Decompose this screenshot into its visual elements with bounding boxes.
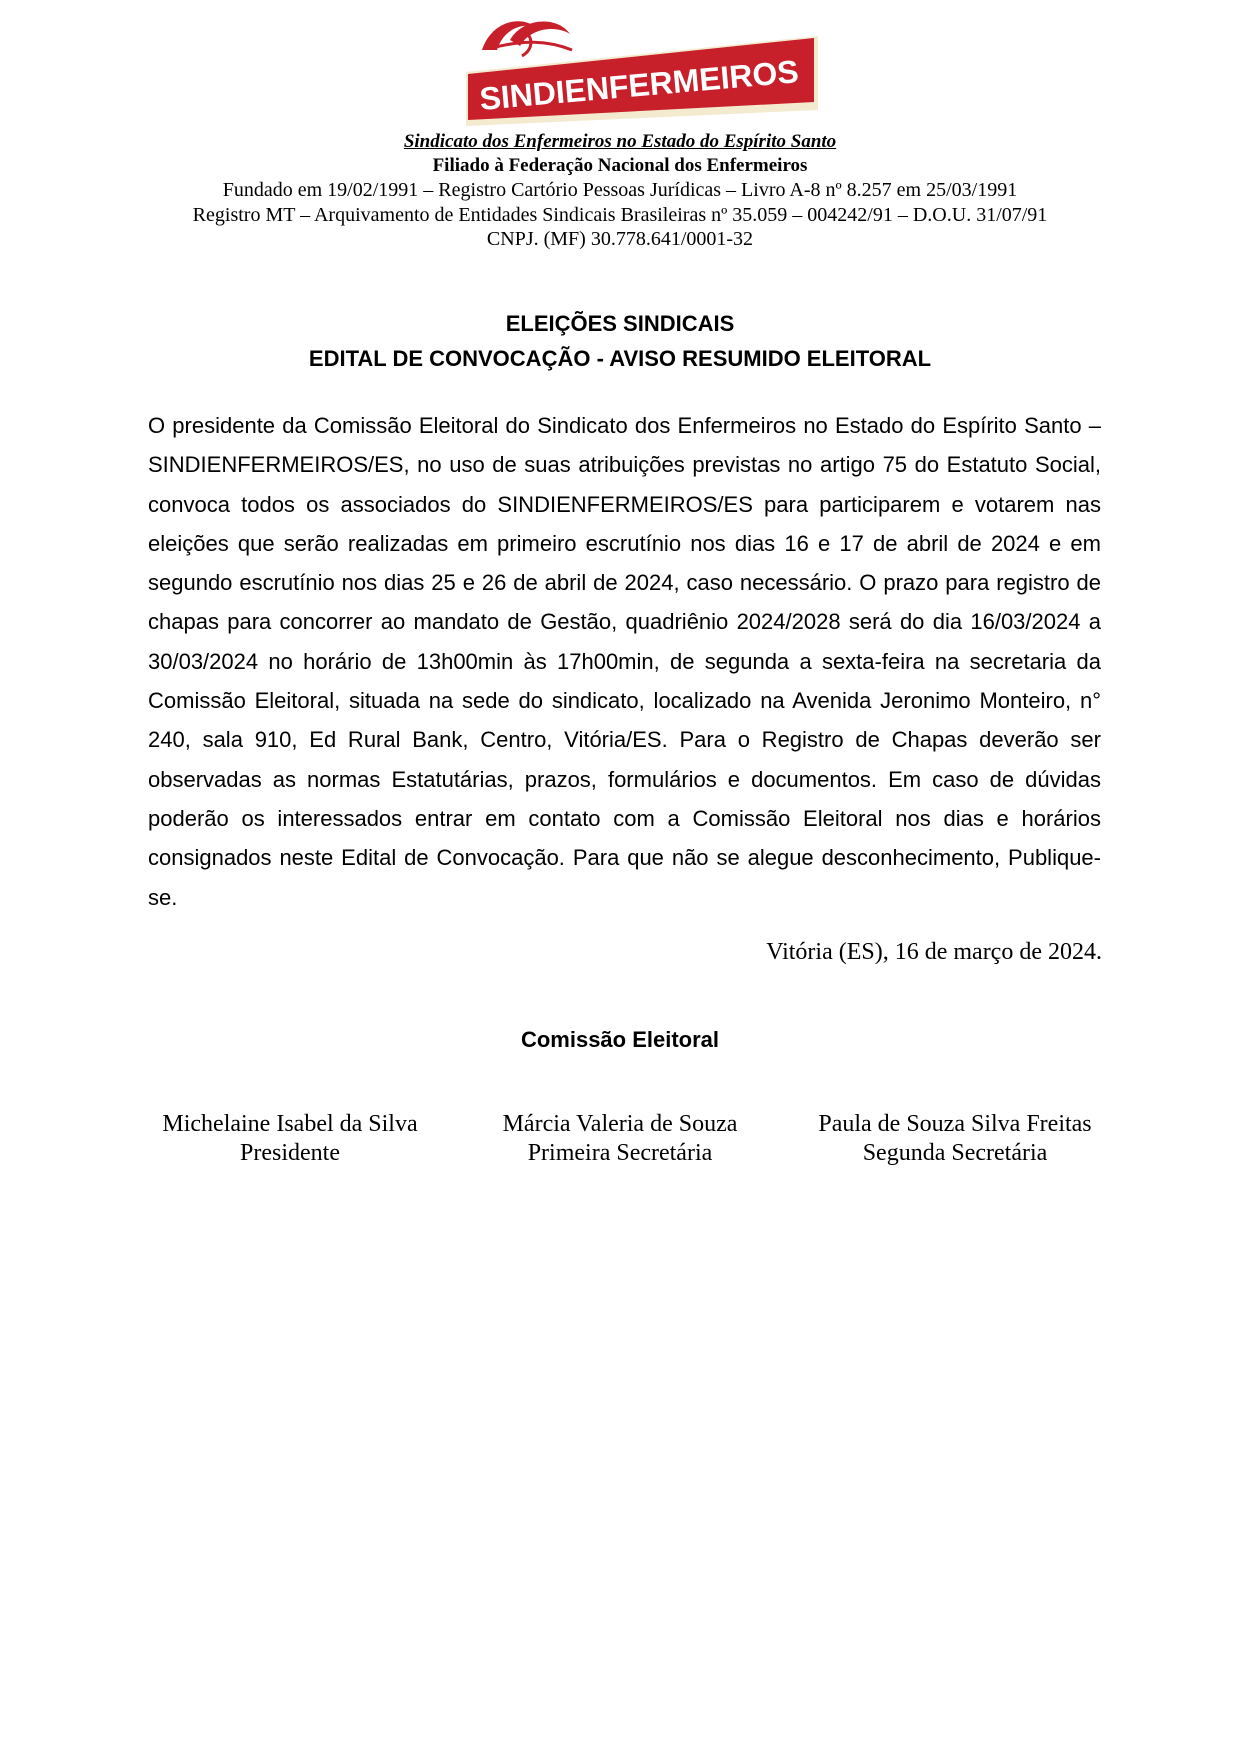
signature-president — [140, 1110, 440, 1168]
signer-name: Michelaine Isabel da Silva — [162, 1111, 418, 1137]
logo-wordmark: SINDIENFERMEIROS — [478, 53, 801, 117]
signer-role: Segunda Secretária — [862, 1140, 1048, 1166]
notice-body: O presidente da Comissão Eleitoral do Sindicato dos Enfermeiros no Estado do Espírito Santo – SINDIENFERMEIROS/ES, no uso de suas atribuições previstas no artigo 75 do Estatuto Social, convoca todos os associados do SINDIENFERMEIROS/ES para participarem e votarem nas eleições que serão realizadas em primeiro escrutínio nos dias 16 e 17 de abril de 2024 e em segundo escrutínio nos dias 25 e 26 de abril de 2024, caso necessário. O prazo para registro de chapas para concorrer ao mandato de Gestão, quadriênio 2024/2028 será do dia 16/03/2024 a 30/03/2024 no horário de 13h00min às 17h00min, de segunda a sexta-feira na secretaria da Comissão Eleitoral, situada na sede do sindicato, localizado na Avenida Jeronimo Monteiro, n° 240, sala 910, Ed Rural Bank, Centro, Vitória/ES. Para o Registro de Chapas deverão ser observadas as normas Estatutárias, prazos, formulários e documentos. Em caso de dúvidas poderão os interessados entrar em contato com a Comissão Eleitoral nos dias e horários consignados neste Edital de Convocação. Para que não se alegue desconhecimento, Publique-se. — [148, 413, 1101, 910]
mt-registry: Registro MT – Arquivamento de Entidades Sindicais Brasileiras nº 35.059 – 004242/91 – D.O.U. 31/07/91 — [192, 204, 1048, 226]
place-date: Vitória (ES), 16 de março de 2024. — [766, 939, 1102, 965]
commission-heading: Comissão Eleitoral — [520, 1027, 720, 1052]
foundation-registry: Fundado em 19/02/1991 – Registro Cartório Pessoas Jurídicas – Livro A-8 nº 8.257 em 25/03/1991 — [222, 179, 1018, 201]
union-name: Sindicato dos Enfermeiros no Estado do Espírito Santo — [403, 131, 837, 152]
signer-role: Primeira Secretária — [527, 1140, 713, 1166]
signature-first-secretary — [470, 1110, 770, 1168]
document-title: ELEIÇÕES SINDICAIS — [505, 311, 735, 336]
cnpj: CNPJ. (MF) 30.778.641/0001-32 — [486, 228, 754, 250]
document-subtitle: EDITAL DE CONVOCAÇÃO - AVISO RESUMIDO ELEITORAL — [308, 346, 932, 371]
signature-second-secretary — [800, 1110, 1110, 1168]
sindienfermeiros-logo — [462, 10, 822, 126]
federation-affiliation: Filiado à Federação Nacional dos Enfermeiros — [432, 155, 808, 176]
signer-name: Márcia Valeria de Souza — [502, 1111, 738, 1137]
signer-role: Presidente — [240, 1140, 340, 1166]
signer-name: Paula de Souza Silva Freitas — [818, 1111, 1092, 1137]
